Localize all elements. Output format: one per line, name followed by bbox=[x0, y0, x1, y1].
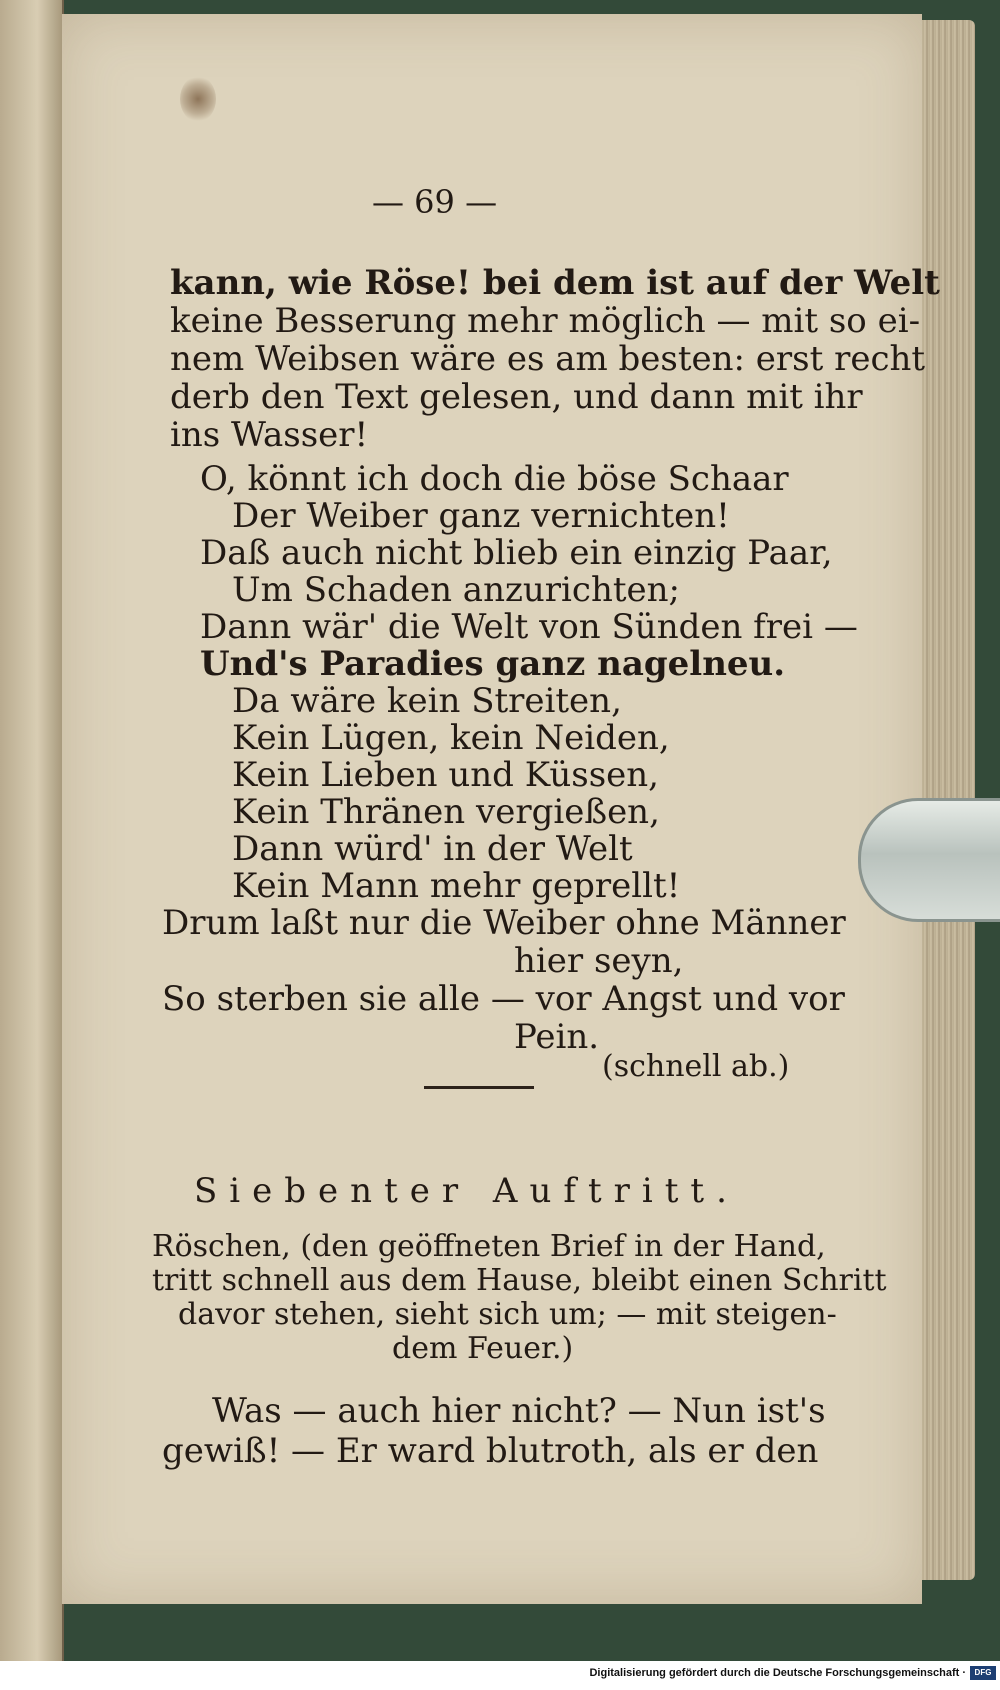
facing-page-edge bbox=[0, 0, 64, 1690]
book-page bbox=[62, 14, 940, 1604]
page-number: — 69 — bbox=[372, 183, 498, 221]
prose-line-4: derb den Text gelesen, und dann mit ihr bbox=[170, 377, 863, 417]
page-clip-tab bbox=[858, 798, 1000, 922]
verse-line-6: Und's Paradies ganz nagelneu. bbox=[200, 644, 786, 684]
verse-line-9: Kein Lieben und Küssen, bbox=[232, 755, 659, 795]
verse-line-4: Um Schaden anzurichten; bbox=[232, 570, 680, 610]
verse-line-7: Da wäre kein Streiten, bbox=[232, 681, 622, 721]
stage-direction-exit: (schnell ab.) bbox=[602, 1049, 790, 1084]
paper-stain bbox=[180, 76, 216, 122]
dfg-logo-icon: DFG bbox=[970, 1666, 996, 1680]
prose-line-2: keine Besserung mehr möglich — mit so ei- bbox=[170, 301, 921, 341]
prose-bottom-line-1: Was — auch hier nicht? — Nun ist's bbox=[212, 1391, 826, 1431]
scene-direction-line-2: tritt schnell aus dem Hause, bleibt einen Schritt bbox=[152, 1263, 887, 1298]
scene-direction-line-1: Röschen, (den geöffneten Brief in der Hand, bbox=[152, 1229, 826, 1264]
prose-line-5: ins Wasser! bbox=[170, 415, 369, 455]
scene-direction-line-3: davor stehen, sieht sich um; — mit steigen- bbox=[178, 1297, 837, 1332]
verse-line-8: Kein Lügen, kein Neiden, bbox=[232, 718, 670, 758]
verse-line-11: Dann würd' in der Welt bbox=[232, 829, 633, 869]
prose-line-3: nem Weibsen wäre es am besten: erst recht bbox=[170, 339, 926, 379]
scene-heading: Siebenter Auftritt. bbox=[194, 1171, 739, 1211]
verse-line-10: Kein Thränen vergießen, bbox=[232, 792, 660, 832]
verse-end-line-3: So sterben sie alle — vor Angst und vor bbox=[162, 979, 845, 1019]
verse-line-2: Der Weiber ganz vernichten! bbox=[232, 496, 730, 536]
verse-line-3: Daß auch nicht blieb ein einzig Paar, bbox=[200, 533, 833, 573]
prose-line-1: kann, wie Röse! bei dem ist auf der Welt bbox=[170, 263, 940, 303]
verse-line-1: O, könnt ich doch die böse Schaar bbox=[200, 459, 789, 499]
scene-divider bbox=[424, 1086, 534, 1089]
verse-end-line-1: Drum laßt nur die Weiber ohne Männer bbox=[162, 903, 846, 943]
verse-line-5: Dann wär' die Welt von Sünden frei — bbox=[200, 607, 858, 647]
verse-end-line-2: hier seyn, bbox=[514, 941, 684, 981]
verse-end-line-4: Pein. bbox=[514, 1017, 600, 1057]
verse-line-12: Kein Mann mehr geprellt! bbox=[232, 866, 681, 906]
prose-bottom-line-2: gewiß! — Er ward blutroth, als er den bbox=[162, 1431, 819, 1471]
footer-bar bbox=[0, 1661, 1000, 1690]
scene-direction-line-4: dem Feuer.) bbox=[392, 1331, 574, 1366]
footer-credit: Digitalisierung gefördert durch die Deutsche Forschungsgemeinschaft · bbox=[589, 1667, 966, 1679]
